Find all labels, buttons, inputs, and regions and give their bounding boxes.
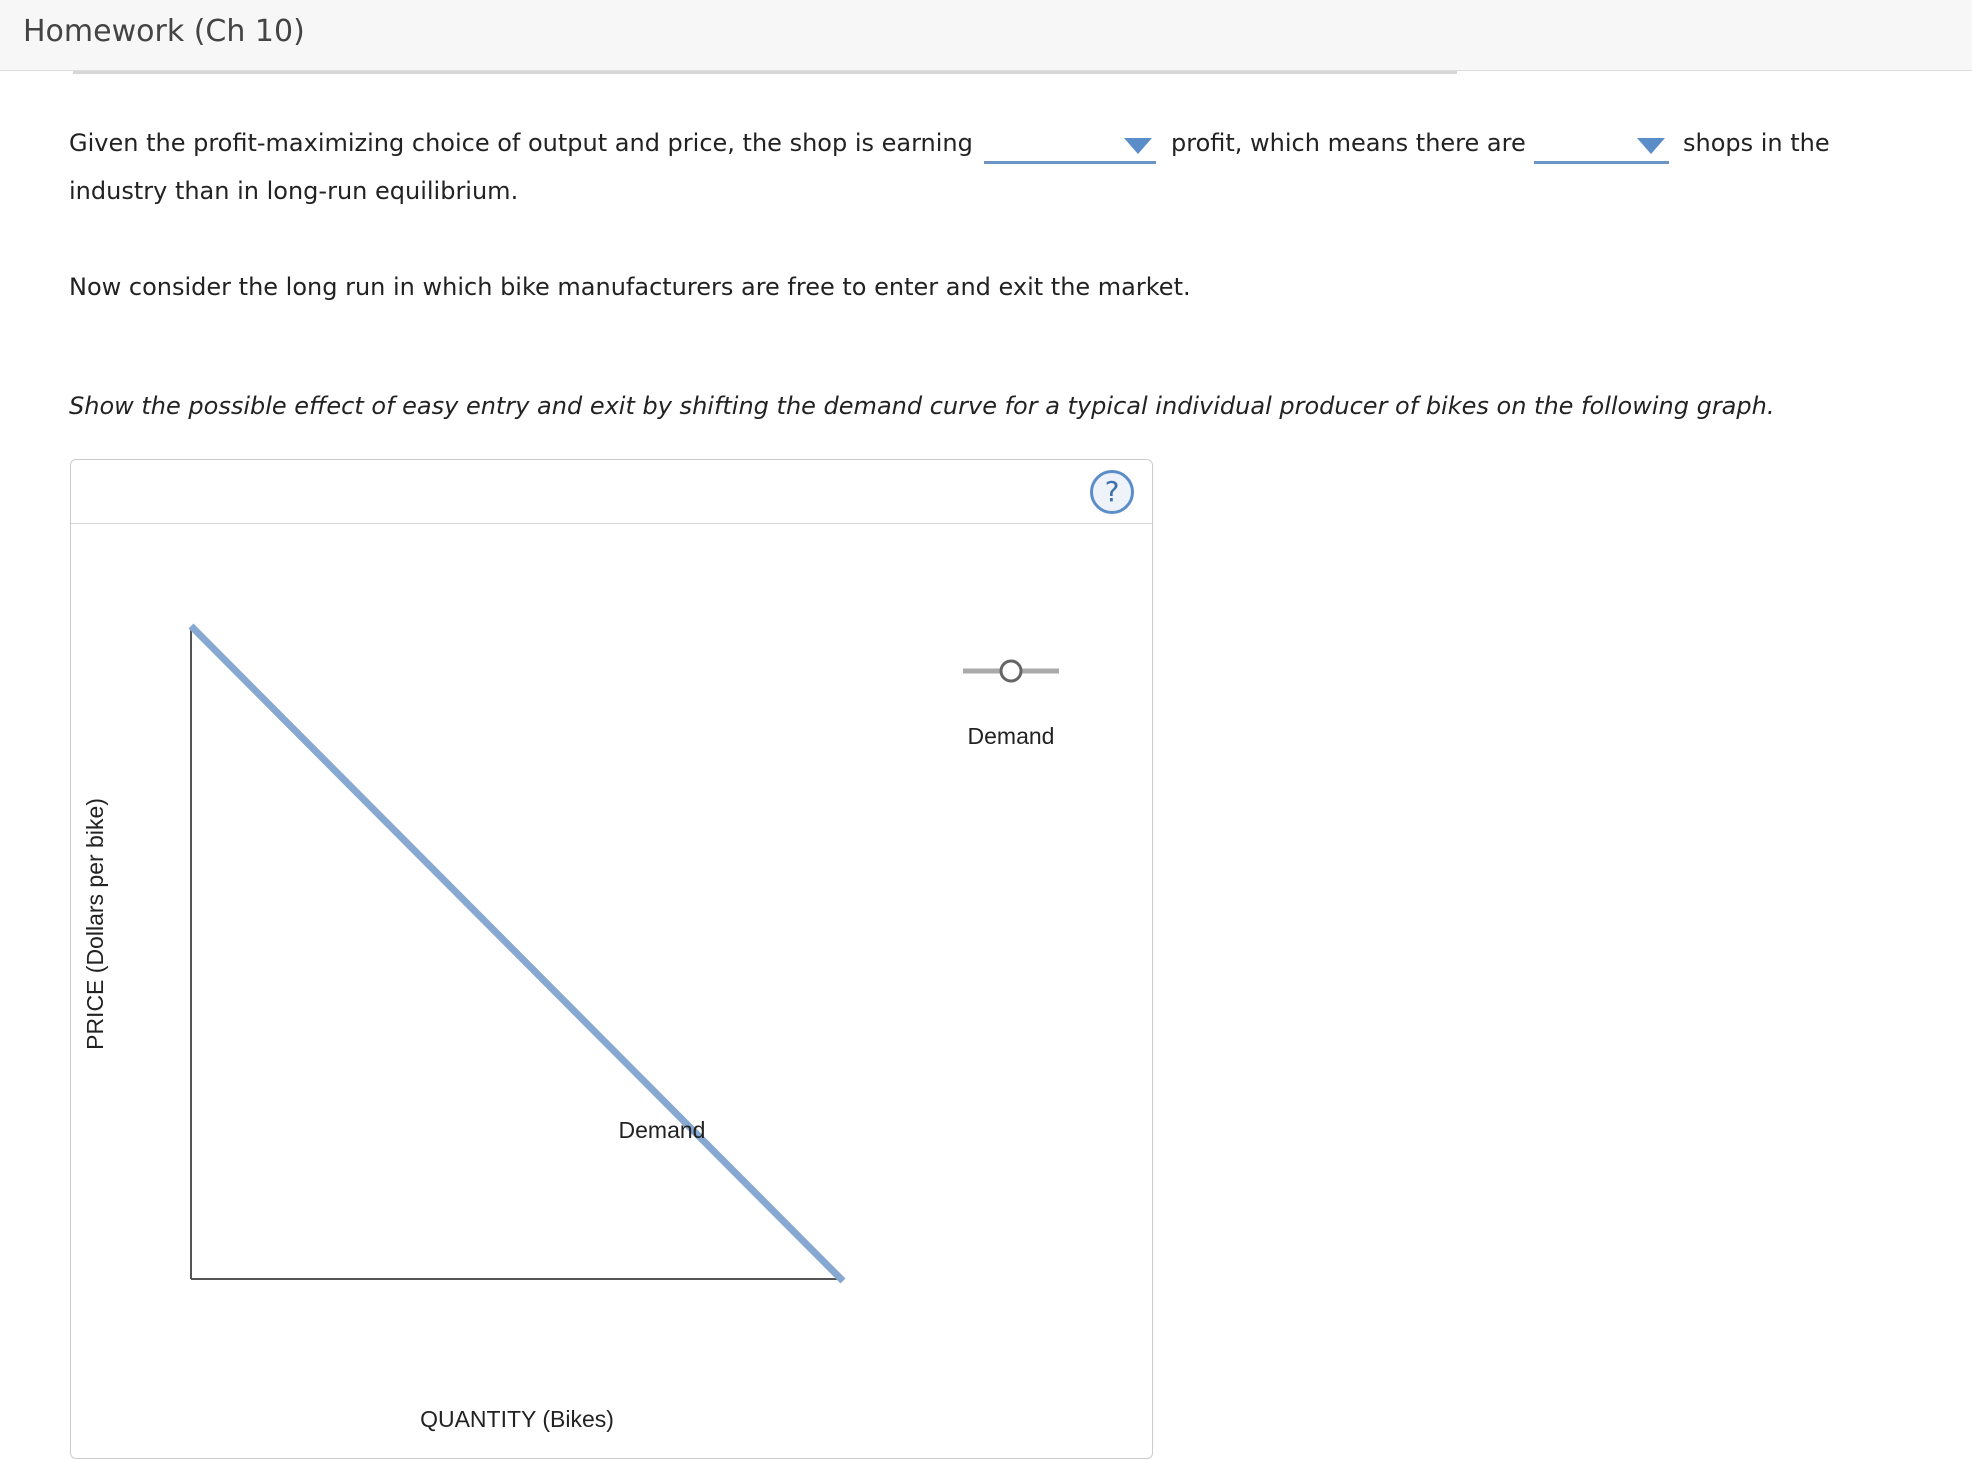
question-text-part1: Given the profit-maximizing choice of output and price, the shop is earning bbox=[69, 129, 973, 157]
graph-panel bbox=[70, 459, 1153, 1459]
demand-palette-tool[interactable] bbox=[963, 661, 1059, 749]
question-text-part2: profit, which means there are bbox=[1171, 129, 1526, 157]
long-run-text: Now consider the long run in which bike manufacturers are free to enter and exit the market. bbox=[69, 273, 1191, 301]
series-layer bbox=[191, 626, 843, 1281]
chevron-down-icon bbox=[1124, 138, 1152, 154]
header-divider bbox=[73, 71, 1457, 74]
graph-canvas[interactable] bbox=[71, 524, 1152, 1460]
shop-count-dropdown[interactable] bbox=[1534, 128, 1669, 164]
question-text-part3: shops in the bbox=[1683, 129, 1830, 157]
palette-label: Demand bbox=[967, 723, 1055, 749]
demand-curve-line[interactable] bbox=[191, 626, 843, 1281]
page-title: Homework (Ch 10) bbox=[23, 14, 305, 49]
question-text-part4: industry than in long-run equilibrium. bbox=[69, 177, 519, 205]
palette-handle-icon bbox=[1001, 661, 1021, 681]
help-icon[interactable]: ? bbox=[1090, 470, 1134, 514]
x-axis-title: QUANTITY (Bikes) bbox=[420, 1406, 614, 1432]
chevron-down-icon bbox=[1637, 138, 1665, 154]
graph-instruction: Show the possible effect of easy entry and exit by shifting the demand curve for a typical individual producer of bikes on the following graph. bbox=[69, 392, 1775, 420]
header-bar bbox=[0, 0, 1972, 71]
demand-curve-label: Demand bbox=[618, 1117, 706, 1143]
graph-toolbar bbox=[71, 460, 1152, 524]
y-axis-title: PRICE (Dollars per bike) bbox=[82, 798, 108, 1050]
profit-type-dropdown[interactable] bbox=[984, 128, 1156, 164]
